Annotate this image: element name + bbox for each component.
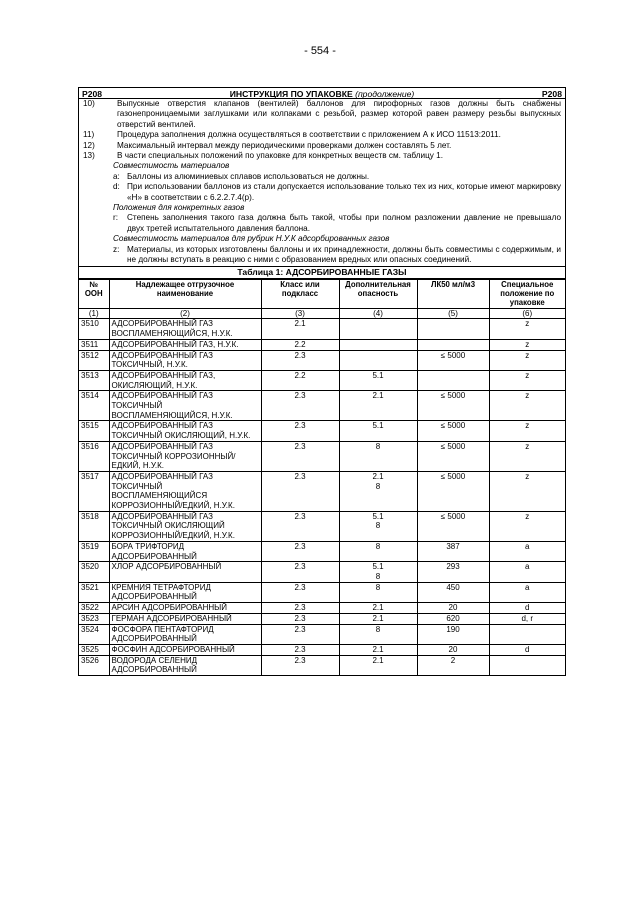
cell-shipping-name: АДСОРБИРОВАННЫЙ ГАЗ, ОКИСЛЯЮЩИЙ, Н.У.К.: [109, 370, 261, 390]
item-text: Материалы, из которых изготовлены баллоны и их принадлежности, должны быть совместимы с содержимым, и не должны вступать в реакцию с ними с образованием вредных или опасных соединений.: [127, 244, 561, 265]
item-letter: r:: [113, 213, 119, 223]
cell-special-provision: [489, 655, 565, 675]
cell-shipping-name: АДСОРБИРОВАННЫЙ ГАЗ ТОКСИЧНЫЙ ВОСПЛАМЕНЯЮЩИЙСЯ КОРРОЗИОННЫЙ/ЕДКИЙ, Н.У.К.: [109, 471, 261, 511]
cell-class: 2.3: [261, 603, 339, 614]
cell-class: 2.3: [261, 391, 339, 421]
cell-un-number: 3524: [79, 624, 109, 644]
cell-shipping-name: ФОСФОРА ПЕНТАФТОРИД АДСОРБИРОВАННЫЙ: [109, 624, 261, 644]
cell-shipping-name: БОРА ТРИФТОРИД АДСОРБИРОВАННЫЙ: [109, 541, 261, 561]
col-number: (4): [339, 308, 417, 319]
compat-item: [79, 182, 565, 203]
cell-lc50: ≤ 5000: [417, 421, 489, 441]
cell-lc50: ≤ 5000: [417, 471, 489, 511]
cell-subsidiary-hazard: 5.1: [339, 421, 417, 441]
paragraph-text: Выпускные отверстия клапанов (вентилей) баллонов для пирофорных газов должны быть снабжены газонепроницаемыми заглушками или колпаками с резьбой, размер которой равен размеру резьбы выпускных отверстий вентилей.: [117, 99, 561, 129]
cell-special-provision: d, r: [489, 613, 565, 624]
cell-class: 2.3: [261, 471, 339, 511]
cell-subsidiary-hazard: 2.1: [339, 644, 417, 655]
cell-un-number: 3526: [79, 655, 109, 675]
compat-heading: Совместимость материалов: [113, 161, 230, 171]
cell-special-provision: z: [489, 421, 565, 441]
cell-lc50: 450: [417, 582, 489, 602]
table-row: [79, 624, 565, 644]
col-number: (5): [417, 308, 489, 319]
cell-shipping-name: ФОСФИН АДСОРБИРОВАННЫЙ: [109, 644, 261, 655]
cell-lc50: ≤ 5000: [417, 441, 489, 471]
table-row: [79, 471, 565, 511]
cell-class: 2.3: [261, 644, 339, 655]
cell-lc50: 387: [417, 541, 489, 561]
cell-lc50: 20: [417, 603, 489, 614]
cell-subsidiary-hazard: 5.1 8: [339, 562, 417, 582]
cell-lc50: [417, 319, 489, 339]
cell-class: 2.3: [261, 562, 339, 582]
table-row: [79, 562, 565, 582]
cell-class: 2.3: [261, 582, 339, 602]
table-row: [79, 370, 565, 390]
paragraph-number: 10): [83, 99, 95, 108]
cell-shipping-name: АДСОРБИРОВАННЫЙ ГАЗ, Н.У.К.: [109, 339, 261, 350]
cell-lc50: ≤ 5000: [417, 350, 489, 370]
paragraph: [79, 141, 565, 151]
cell-lc50: [417, 370, 489, 390]
cell-special-provision: d: [489, 644, 565, 655]
cell-class: 2.3: [261, 624, 339, 644]
col-header-name: Надлежащее отгрузочное наименование: [109, 279, 261, 308]
table-header-row: [79, 279, 565, 308]
cell-lc50: 190: [417, 624, 489, 644]
cell-shipping-name: АДСОРБИРОВАННЫЙ ГАЗ ТОКСИЧНЫЙ КОРРОЗИОННЫЙ/ЕДКИЙ, Н.У.К.: [109, 441, 261, 471]
cell-un-number: 3520: [79, 562, 109, 582]
item-text: Степень заполнения такого газа должна быть такой, чтобы при полном разложении давление не превышало двух третей испытательного давления баллона.: [127, 213, 561, 233]
cell-special-provision: z: [489, 471, 565, 511]
cell-class: 2.3: [261, 655, 339, 675]
cell-class: 2.3: [261, 511, 339, 541]
paragraph: [79, 151, 565, 161]
cell-shipping-name: АДСОРБИРОВАННЫЙ ГАЗ ТОКСИЧНЫЙ ОКИСЛЯЮЩИЙ КОРРОЗИОННЫЙ/ЕДКИЙ, Н.У.К.: [109, 511, 261, 541]
compat-item: [79, 172, 565, 182]
cell-shipping-name: АДСОРБИРОВАННЫЙ ГАЗ ТОКСИЧНЫЙ, Н.У.К.: [109, 350, 261, 370]
cell-subsidiary-hazard: [339, 319, 417, 339]
cell-shipping-name: АРСИН АДСОРБИРОВАННЫЙ: [109, 603, 261, 614]
cell-special-provision: a: [489, 562, 565, 582]
cell-un-number: 3518: [79, 511, 109, 541]
cell-lc50: [417, 339, 489, 350]
cell-special-provision: z: [489, 441, 565, 471]
cell-un-number: 3516: [79, 441, 109, 471]
cell-un-number: 3513: [79, 370, 109, 390]
cell-special-provision: z: [489, 350, 565, 370]
cell-subsidiary-hazard: [339, 350, 417, 370]
paragraph: [79, 130, 565, 140]
cell-class: 2.3: [261, 441, 339, 471]
cell-class: 2.3: [261, 421, 339, 441]
cell-special-provision: a: [489, 541, 565, 561]
cell-shipping-name: АДСОРБИРОВАННЫЙ ГАЗ ТОКСИЧНЫЙ ОКИСЛЯЮЩИЙ, Н.У.К.: [109, 421, 261, 441]
header-title: ИНСТРУКЦИЯ ПО УПАКОВКЕ: [229, 89, 353, 99]
cell-lc50: ≤ 5000: [417, 391, 489, 421]
nos-item: [79, 245, 565, 266]
item-letter: a:: [113, 171, 120, 181]
col-header-lc50: ЛК50 мл/м3: [417, 279, 489, 308]
cell-shipping-name: ХЛОР АДСОРБИРОВАННЫЙ: [109, 562, 261, 582]
col-header-class: Класс или подкласс: [261, 279, 339, 308]
cell-un-number: 3512: [79, 350, 109, 370]
cell-class: 2.3: [261, 613, 339, 624]
header-title-wrap: [230, 89, 415, 97]
table-row: [79, 541, 565, 561]
cell-subsidiary-hazard: 2.1 8: [339, 471, 417, 511]
cell-subsidiary-hazard: 8: [339, 582, 417, 602]
cell-shipping-name: АДСОРБИРОВАННЫЙ ГАЗ ВОСПЛАМЕНЯЮЩИЙСЯ, Н.У.К.: [109, 319, 261, 339]
cell-un-number: 3523: [79, 613, 109, 624]
col-number: (6): [489, 308, 565, 319]
cell-subsidiary-hazard: 8: [339, 624, 417, 644]
instruction-header: [79, 88, 565, 99]
cell-special-provision: z: [489, 511, 565, 541]
table-row: [79, 421, 565, 441]
table-row: [79, 582, 565, 602]
cell-lc50: 293: [417, 562, 489, 582]
cell-subsidiary-hazard: 5.1: [339, 370, 417, 390]
cell-un-number: 3525: [79, 644, 109, 655]
cell-special-provision: [489, 624, 565, 644]
cell-lc50: ≤ 5000: [417, 511, 489, 541]
cell-un-number: 3522: [79, 603, 109, 614]
paragraph: [79, 99, 565, 130]
table-title: Таблица 1: АДСОРБИРОВАННЫЕ ГАЗЫ: [79, 266, 565, 279]
cell-un-number: 3521: [79, 582, 109, 602]
cell-class: 2.2: [261, 339, 339, 350]
cell-subsidiary-hazard: 5.1 8: [339, 511, 417, 541]
cell-un-number: 3514: [79, 391, 109, 421]
column-number-row: [79, 308, 565, 319]
table-row: [79, 511, 565, 541]
table-row: [79, 350, 565, 370]
cell-subsidiary-hazard: 2.1: [339, 655, 417, 675]
cell-un-number: 3517: [79, 471, 109, 511]
cell-special-provision: a: [489, 582, 565, 602]
col-number: (2): [109, 308, 261, 319]
cell-class: 2.3: [261, 541, 339, 561]
cell-un-number: 3519: [79, 541, 109, 561]
paragraph-text: Процедура заполнения должна осуществляться в соответствии с приложением А к ИСО 11513:2011.: [117, 130, 501, 140]
gas-table: [79, 279, 565, 676]
cell-subsidiary-hazard: 2.1: [339, 603, 417, 614]
table-row: [79, 391, 565, 421]
col-header-subsidiary: Дополнительная опасность: [339, 279, 417, 308]
header-code-left: P208: [82, 89, 103, 99]
header-code-right: P208: [541, 89, 562, 99]
cell-un-number: 3510: [79, 319, 109, 339]
col-number: (1): [79, 308, 109, 319]
paragraph-text: В части специальных положений по упаковке для конкретных веществ см. таблицу 1.: [117, 151, 443, 161]
cell-lc50: 20: [417, 644, 489, 655]
cell-special-provision: z: [489, 339, 565, 350]
item-letter: d:: [113, 182, 120, 192]
cell-un-number: 3515: [79, 421, 109, 441]
specific-heading: Положения для конкретных газов: [113, 203, 245, 213]
cell-special-provision: z: [489, 391, 565, 421]
cell-shipping-name: ГЕРМАН АДСОРБИРОВАННЫЙ: [109, 613, 261, 624]
cell-special-provision: d: [489, 603, 565, 614]
cell-class: 2.3: [261, 350, 339, 370]
table-row: [79, 441, 565, 471]
paragraph-number: 13): [83, 151, 95, 161]
table-row: [79, 603, 565, 614]
col-header-un: № ООН: [79, 279, 109, 308]
table-row: [79, 613, 565, 624]
cell-lc50: 620: [417, 613, 489, 624]
cell-shipping-name: ВОДОРОДА СЕЛЕНИД АДСОРБИРОВАННЫЙ: [109, 655, 261, 675]
nos-heading: Совместимость материалов для рубрик Н.У.К адсорбированных газов: [113, 234, 390, 244]
cell-subsidiary-hazard: 2.1: [339, 613, 417, 624]
cell-subsidiary-hazard: [339, 339, 417, 350]
cell-subsidiary-hazard: 8: [339, 441, 417, 471]
paragraph-text: Максимальный интервал между периодическими проверками должен составлять 5 лет.: [117, 140, 452, 150]
cell-class: 2.2: [261, 370, 339, 390]
header-subtitle: (продолжение): [355, 89, 415, 99]
specific-item: [79, 213, 565, 234]
item-text: При использовании баллонов из стали допускается использование только тех из них, которые имеют маркировку «H» в соответствии с 6.2.2.7.4(p).: [127, 182, 561, 202]
cell-shipping-name: АДСОРБИРОВАННЫЙ ГАЗ ТОКСИЧНЫЙ ВОСПЛАМЕНЯЮЩИЙСЯ, Н.У.К.: [109, 391, 261, 421]
table-body: [79, 319, 565, 675]
cell-subsidiary-hazard: 8: [339, 541, 417, 561]
paragraph-number: 12): [83, 140, 95, 150]
table-row: [79, 339, 565, 350]
item-text: Баллоны из алюминиевых сплавов использоваться не должны.: [127, 171, 370, 181]
paragraph-number: 11): [83, 130, 95, 140]
cell-subsidiary-hazard: 2.1: [339, 391, 417, 421]
cell-shipping-name: КРЕМНИЯ ТЕТРАФТОРИД АДСОРБИРОВАННЫЙ: [109, 582, 261, 602]
page-number: - 554 -: [304, 45, 336, 57]
col-header-special: Специальное положение по упаковке: [489, 279, 565, 308]
col-number: (3): [261, 308, 339, 319]
item-letter: z:: [113, 244, 120, 254]
cell-class: 2.1: [261, 319, 339, 339]
table-row: [79, 655, 565, 675]
document-box: [78, 87, 566, 676]
cell-un-number: 3511: [79, 339, 109, 350]
cell-special-provision: z: [489, 319, 565, 339]
table-row: [79, 319, 565, 339]
cell-special-provision: z: [489, 370, 565, 390]
table-row: [79, 644, 565, 655]
cell-lc50: 2: [417, 655, 489, 675]
